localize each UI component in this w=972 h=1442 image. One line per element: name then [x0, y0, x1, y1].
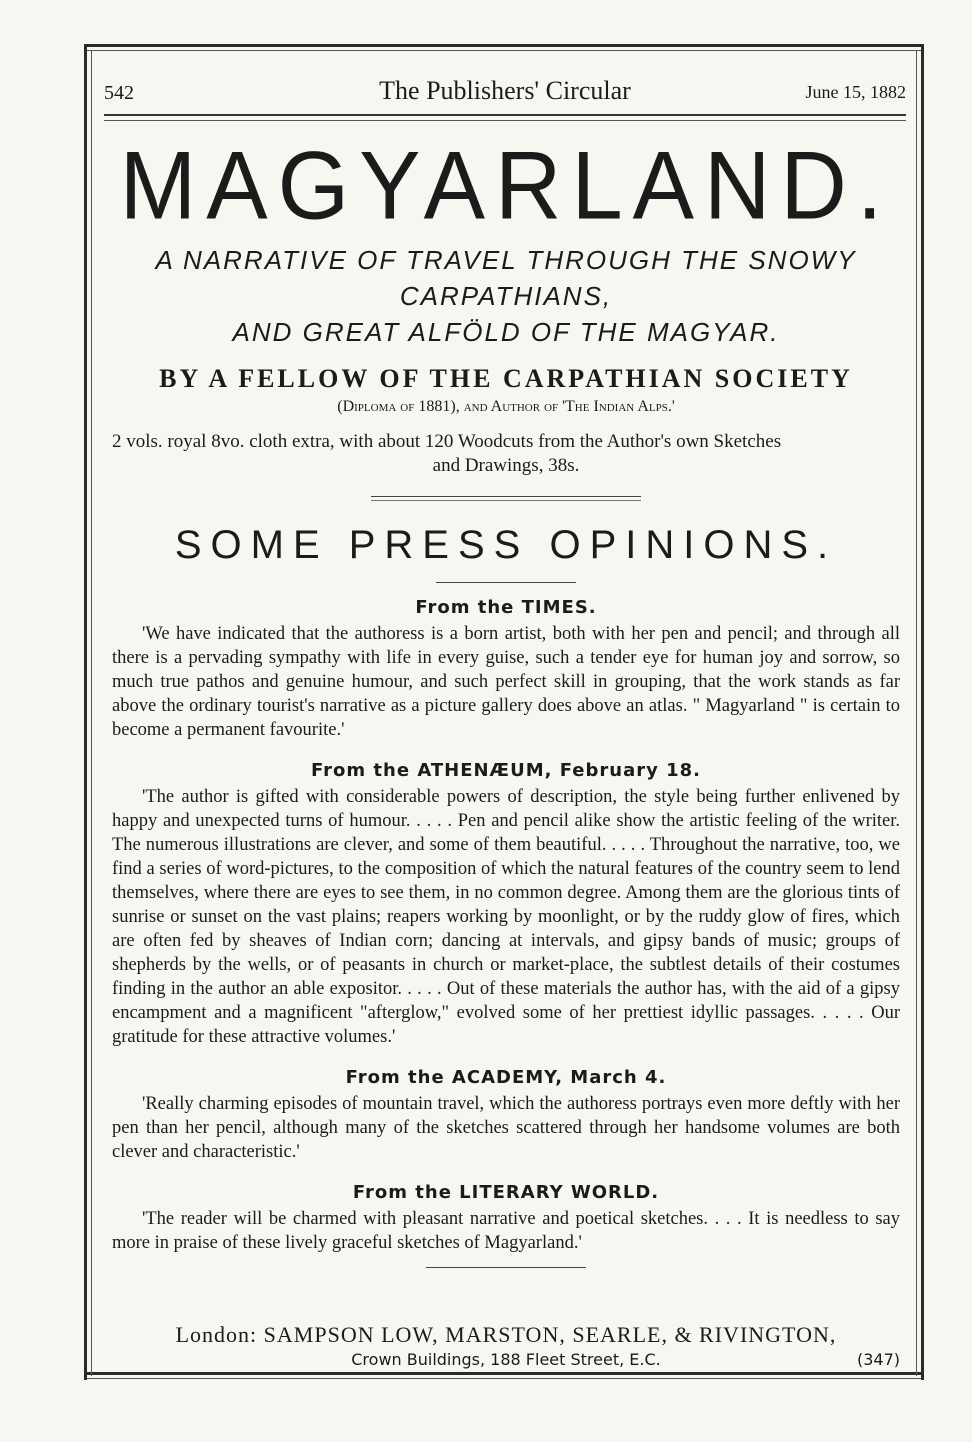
frame-left-rule	[84, 44, 87, 1380]
review-source: From the LITERARY WORLD.	[352, 1182, 660, 1203]
frame-left-rule-inner	[91, 50, 92, 1376]
frame-right-rule-inner	[916, 50, 917, 1376]
running-title: The Publishers' Circular	[379, 76, 631, 105]
subtitle-line-2: AND GREAT ALFÖLD OF THE MAGYAR.	[232, 317, 780, 347]
issue-date: June 15, 1882	[805, 82, 906, 102]
edition-line-2: and Drawings, 38s.	[432, 455, 580, 476]
header-rule	[104, 114, 906, 116]
review-text: 'The reader will be charmed with pleasant narrative and poetical sketches. . . . It is needless to say more in praise of these lively graceful sketches of Magyarland.'	[112, 1209, 900, 1253]
advertisement-body	[112, 132, 900, 1268]
publisher-name: London: SAMPSON LOW, MARSTON, SEARLE, & RIVINGTON,	[175, 1322, 837, 1347]
publisher-address-line	[112, 1350, 900, 1369]
byline: BY A FELLOW OF THE CARPATHIAN SOCIETY	[159, 364, 853, 393]
book-subtitle	[112, 242, 900, 350]
ornamental-divider	[371, 496, 641, 501]
edition-line-1: 2 vols. royal 8vo. cloth extra, with about 120 Woodcuts from the Author's own Sketches	[112, 431, 782, 452]
edition-info	[112, 430, 900, 478]
page-header	[104, 76, 906, 110]
publisher-imprint	[112, 1322, 900, 1369]
review-source: From the ACADEMY, March 4.	[345, 1067, 667, 1088]
book-title: MAGYARLAND.	[119, 132, 893, 240]
page-number: 542	[104, 82, 134, 104]
advertisement-number: (347)	[856, 1350, 900, 1369]
publisher-address: Crown Buildings, 188 Fleet Street, E.C.	[351, 1350, 661, 1369]
frame-bottom-rule	[84, 1372, 924, 1375]
review-text: 'The author is gifted with considerable powers of description, the style being further enlivened by happy and unexpected turns of humour. . . . . Pen and pencil alike show the artistic feeling of the writer. The numerous illustrations are clever, and some of them beautiful. . . . . Throughout the narrative, too, we find a series of word-pictures, to the composition of which the natural features of the country seem to lend themselves, where there are eyes to see them, in no common degree. Among them are the glorious tints of sunrise or sunset on the vast plains; reapers working by moonlight, or by the ruddy glow of fires, which are often fed by sheaves of Indian corn; dancing at intervals, and gipsy bands of music; groups of shepherds by the wells, or of peasants in church or market-place, the subtlest details of their costumes finding in the author an able expositor. . . . . Out of these materials the author has, with the aid of a gipsy encampment and a magnificent "afterglow," evolved some of her prettiest idyllic passages. . . . . Our gratitude for these attractive volumes.'	[112, 787, 900, 1047]
author-credentials: (Diploma of 1881), and Author of 'The Indian Alps.'	[337, 398, 675, 415]
review-athenaeum	[112, 760, 900, 1049]
review-literary-world	[112, 1182, 900, 1255]
review-source: From the ATHENÆUM, February 18.	[311, 760, 701, 781]
review-times	[112, 597, 900, 742]
frame-bottom-rule-inner	[84, 1378, 924, 1379]
frame-right-rule	[921, 44, 924, 1380]
header-rule-inner	[104, 120, 906, 121]
review-text: 'We have indicated that the authoress is a born artist, both with her pen and pencil; and through all there is a pervading sympathy with life in every guise, such a tender eye for human joy and sorrow, so much true pathos and genuine humour, and such perfect skill in grouping, that the work stands as far above the ordinary tourist's narrative as a picture gallery does above an atlas. " Magyarland " is certain to become a permanent favourite.'	[112, 624, 900, 740]
press-opinions-heading: SOME PRESS OPINIONS.	[174, 523, 838, 567]
review-academy	[112, 1067, 900, 1164]
subtitle-line-1: A NARRATIVE OF TRAVEL THROUGH THE SNOWY CARPATHIANS,	[155, 245, 857, 311]
review-source: From the TIMES.	[415, 597, 597, 618]
frame-top-rule-inner	[84, 50, 924, 51]
review-text: 'Really charming episodes of mountain travel, which the authoress portrays even more deftly with her pen than her pencil, although many of the sketches scattered through her handsome volumes are both clever and characteristic.'	[112, 1094, 900, 1162]
imprint-rule	[426, 1267, 586, 1268]
frame-top-rule	[84, 44, 924, 47]
section-rule	[436, 582, 576, 583]
